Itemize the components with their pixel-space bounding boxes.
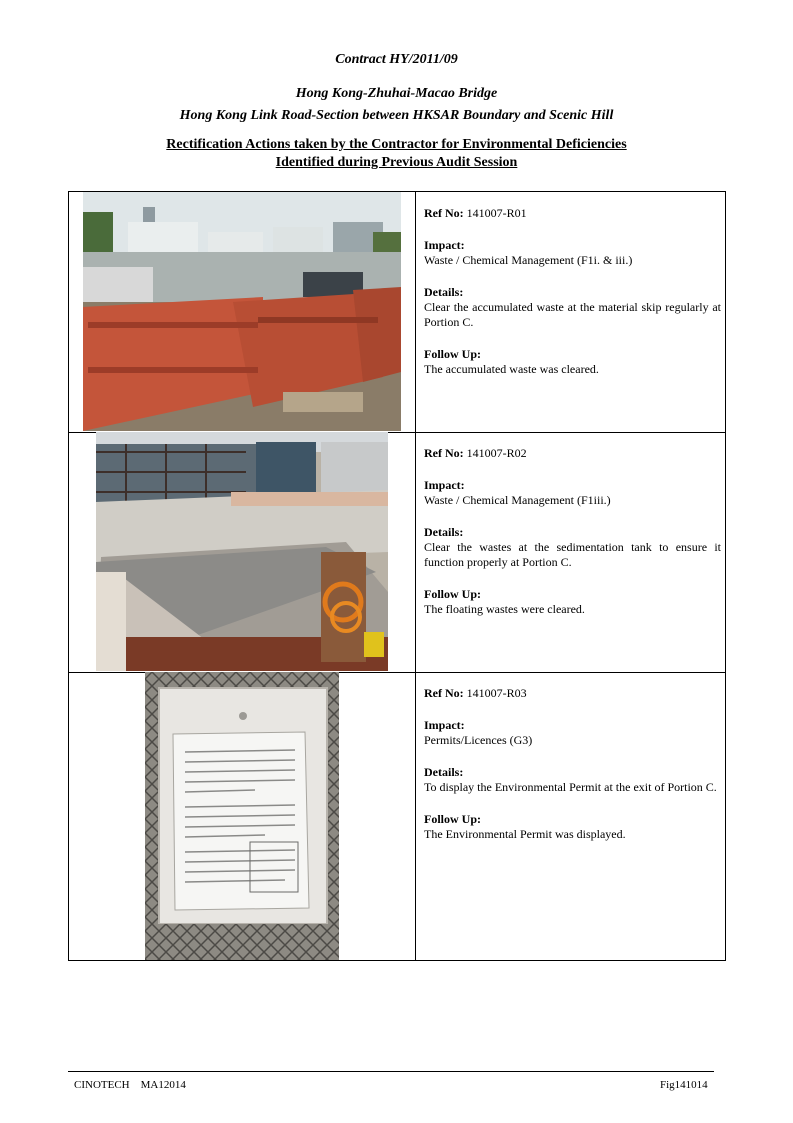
rectification-table bbox=[68, 191, 726, 961]
footer-divider bbox=[68, 1071, 714, 1072]
details-label: Details: bbox=[424, 765, 464, 779]
follow-up-label: Follow Up: bbox=[424, 347, 481, 361]
ref-no-value: 141007-R01 bbox=[466, 206, 527, 220]
ref-no-label: Ref No: bbox=[424, 446, 464, 460]
contract-number: Contract HY/2011/09 bbox=[335, 52, 458, 67]
follow-up-value: The accumulated waste was cleared. bbox=[424, 362, 599, 376]
details-value: Clear the wastes at the sedimentation tank to ensure it function properly at Portion C. bbox=[424, 540, 721, 569]
ref-no-value: 141007-R03 bbox=[466, 686, 527, 700]
details-value: To display the Environmental Permit at the exit of Portion C. bbox=[424, 780, 717, 794]
sedimentation-tank-photo bbox=[96, 432, 388, 671]
photo-cell bbox=[69, 672, 416, 960]
impact-value: Waste / Chemical Management (F1iii.) bbox=[424, 493, 611, 507]
details-label: Details: bbox=[424, 285, 464, 299]
follow-up-label: Follow Up: bbox=[424, 587, 481, 601]
follow-up-label: Follow Up: bbox=[424, 812, 481, 826]
entry-text bbox=[424, 206, 721, 394]
impact-value: Waste / Chemical Management (F1i. & iii.) bbox=[424, 253, 633, 267]
ref-no-label: Ref No: bbox=[424, 686, 464, 700]
page-title-line2: Identified during Previous Audit Session bbox=[275, 155, 518, 170]
project-title-line1: Hong Kong-Zhuhai-Macao Bridge bbox=[295, 86, 498, 101]
footer-left: CINOTECH MA12014 bbox=[74, 1079, 186, 1091]
project-title-line2: Hong Kong Link Road-Section between HKSAR Boundary and Scenic Hill bbox=[179, 108, 614, 123]
table-row bbox=[69, 672, 725, 960]
table-row bbox=[69, 192, 725, 433]
follow-up-value: The Environmental Permit was displayed. bbox=[424, 827, 626, 841]
entry-text bbox=[424, 446, 721, 634]
impact-label: Impact: bbox=[424, 478, 465, 492]
table-row bbox=[69, 432, 725, 673]
ref-no-label: Ref No: bbox=[424, 206, 464, 220]
photo-cell bbox=[69, 432, 416, 672]
impact-value: Permits/Licences (G3) bbox=[424, 733, 533, 747]
material-skip-photo bbox=[83, 192, 401, 431]
follow-up-value: The floating wastes were cleared. bbox=[424, 602, 585, 616]
photo-cell bbox=[69, 192, 416, 432]
details-value: Clear the accumulated waste at the material skip regularly at Portion C. bbox=[424, 300, 721, 329]
details-label: Details: bbox=[424, 525, 464, 539]
impact-label: Impact: bbox=[424, 718, 465, 732]
page-title-line1: Rectification Actions taken by the Contractor for Environmental Deficiencies bbox=[166, 137, 627, 152]
impact-label: Impact: bbox=[424, 238, 465, 252]
ref-no-value: 141007-R02 bbox=[466, 446, 527, 460]
environmental-permit-photo bbox=[145, 672, 339, 960]
entry-text bbox=[424, 686, 721, 859]
footer-figure-number: Fig141014 bbox=[660, 1079, 708, 1091]
